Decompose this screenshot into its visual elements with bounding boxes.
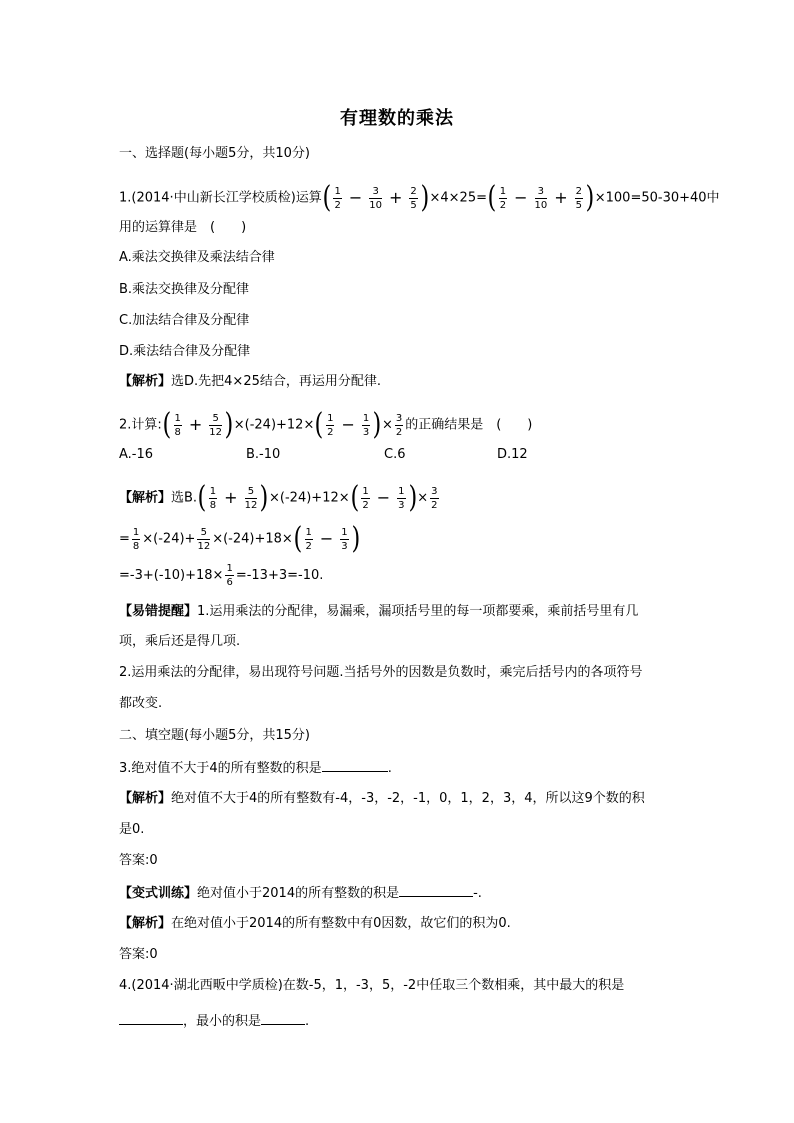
- answer-blank[interactable]: [322, 759, 388, 772]
- error-tip-line-2: 项，乘后还是得几项.: [119, 634, 241, 649]
- fraction: $\frac{1}{8}$: [174, 412, 181, 438]
- error-tip-line-1: 【易错提醒】1.运用乘法的分配律，易漏乘，漏项括号里的每一项都要乘，乘前括号里有几: [119, 604, 639, 619]
- question-3-analysis-line-1: 【解析】绝对值不大于4的所有整数有-4，-3，-2，-1，0，1，2，3，4，所以这9个数的积: [119, 791, 645, 806]
- variant-exercise: 【变式训练】绝对值小于2014的所有整数的积是 -.: [119, 886, 482, 901]
- option-a: A.-16: [119, 447, 154, 462]
- error-tip-line-3: 2.运用乘法的分配律，易出现符号问题.当括号外的因数是负数时，乘完后括号内的各项符号: [119, 665, 643, 680]
- answer-blank[interactable]: [261, 1012, 305, 1025]
- option-c: C.加法结合律及分配律: [119, 313, 250, 328]
- fraction: $\frac{1}{2}$: [327, 412, 334, 438]
- fraction: $\frac{2}{5}$: [410, 185, 417, 211]
- fraction: $\frac{1}{8}$: [209, 485, 217, 511]
- answer-blank[interactable]: [119, 1012, 183, 1025]
- section-heading-fill: 二、填空题(每小题5分，共15分): [119, 728, 310, 743]
- fraction: $\frac{3}{10}$: [534, 185, 548, 211]
- variant-answer: 答案:0: [119, 947, 158, 962]
- section-heading-choice: 一、选择题(每小题5分，共10分): [119, 146, 310, 161]
- fraction: $\frac{5}{12}$: [244, 485, 258, 511]
- fraction: $\frac{3}{2}$: [395, 412, 403, 438]
- fraction: $\frac{1}{3}$: [398, 485, 405, 511]
- option-c: C.6: [384, 447, 406, 462]
- math-expression-1: ( $\frac{1}{2}$ − $\frac{3}{10}$ + $\frac{2}{5}$ ): [322, 180, 430, 215]
- variant-analysis: 【解析】在绝对值小于2014的所有整数中有0因数，故它们的积为0.: [119, 916, 511, 931]
- option-d: D.12: [497, 447, 528, 462]
- fraction: $\frac{5}{12}$: [209, 412, 223, 438]
- option-b: B.乘法交换律及分配律: [119, 282, 250, 297]
- option-d: D.乘法结合律及分配律: [119, 344, 251, 359]
- error-tip-line-4: 都改变.: [119, 696, 163, 711]
- fraction: $\frac{1}{8}$: [132, 526, 140, 552]
- question-2-analysis-line-3: =-3+(-10)+18× $\frac{1}{6}$ =-13+3=-10.: [119, 563, 324, 588]
- option-a: A.乘法交换律及乘法结合律: [119, 250, 275, 265]
- question-2-analysis-line-2: = $\frac{1}{8}$ ×(-24)+ $\frac{5}{12}$ ×(-24)+18× ( $\frac{1}{2}$ − $\frac{1}{3}$ ): [119, 521, 360, 556]
- option-b: B.-10: [246, 447, 281, 462]
- fraction: $\frac{1}{2}$: [499, 185, 507, 211]
- answer-blank[interactable]: [399, 884, 473, 897]
- fraction: $\frac{5}{12}$: [197, 526, 211, 552]
- fraction: $\frac{2}{5}$: [575, 185, 583, 211]
- question-1-line-1: 1.(2014·中山新长江学校质检)运算 ( $\frac{1}{2}$ − $\frac{3}{10}$ + $\frac{2}{5}$ ) ×4×25= ( $\frac{1}{2}$ − $\frac{3}{10}$ + $\frac{2}{5}$ ) ×100=50-30+40中: [119, 180, 720, 215]
- question-4-line-1: 4.(2014·湖北西畈中学质检)在数-5，1，-3，5，-2中任取三个数相乘，其中最大的积是: [119, 978, 625, 993]
- fraction: $\frac{1}{6}$: [226, 563, 233, 588]
- fraction: $\frac{1}{3}$: [362, 412, 370, 438]
- fraction: $\frac{3}{2}$: [431, 485, 438, 511]
- question-3-answer: 答案:0: [119, 853, 158, 868]
- question-2-analysis-line-1: 【解析】选B. ( $\frac{1}{8}$ + $\frac{5}{12}$ ) ×(-24)+12× ( $\frac{1}{2}$ − $\frac{1}{3}$ ) × $\frac{3}{2}$: [119, 480, 438, 515]
- page-title: 有理数的乘法: [340, 108, 454, 129]
- question-3-analysis-line-2: 是0.: [119, 822, 145, 837]
- question-4-line-2: ，最小的积是 .: [119, 1012, 309, 1031]
- fraction: $\frac{1}{2}$: [362, 485, 369, 511]
- fraction: $\frac{3}{10}$: [369, 185, 382, 211]
- fraction: $\frac{1}{3}$: [341, 526, 348, 552]
- question-1-analysis: 【解析】选D.先把4×25结合，再运用分配律.: [119, 374, 381, 389]
- question-2-line: 2.计算: ( $\frac{1}{8}$ + $\frac{5}{12}$ ) ×(-24)+12× ( $\frac{1}{2}$ − $\frac{1}{3}$ ) × $\frac{3}{2}$ 的正确结果是 ( ): [119, 407, 533, 442]
- question-1-line-2: 用的运算律是 ( ): [119, 220, 247, 235]
- fraction: $\frac{1}{2}$: [305, 526, 312, 552]
- fraction: $\frac{1}{2}$: [334, 185, 341, 211]
- question-3: 3.绝对值不大于4的所有整数的积是 .: [119, 761, 392, 776]
- math-expression-2: ( $\frac{1}{2}$ − $\frac{3}{10}$ + $\frac{2}{5}$ ): [487, 180, 595, 215]
